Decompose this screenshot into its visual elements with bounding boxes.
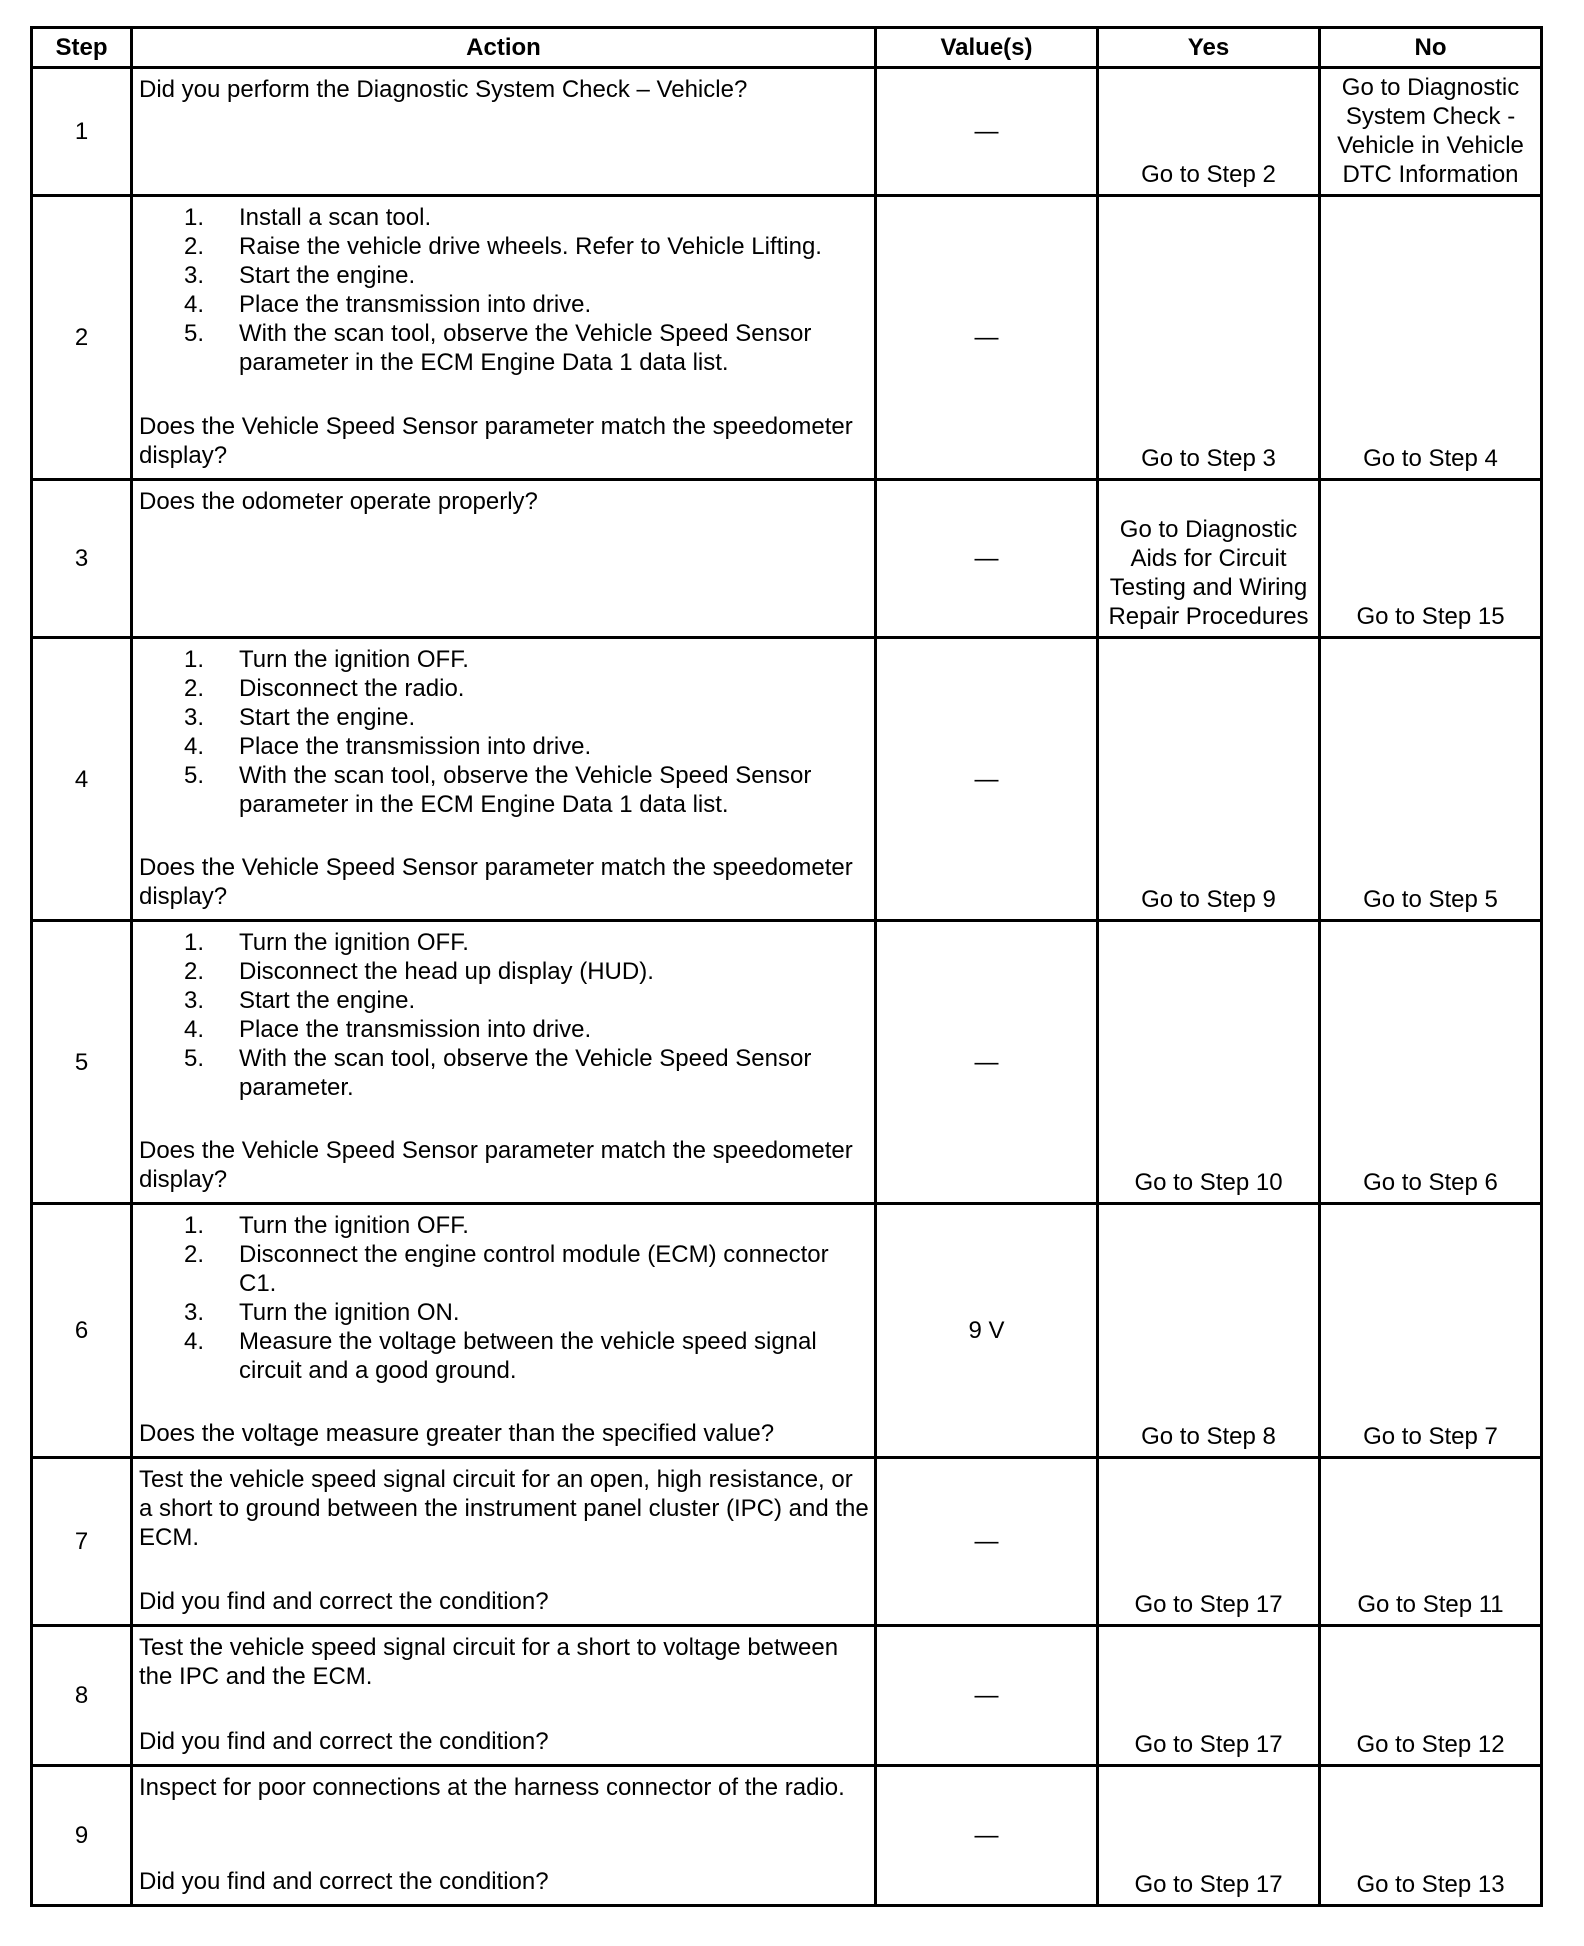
action-question: Did you find and correct the condition? — [139, 1868, 549, 1895]
action-intro: Test the vehicle speed signal circuit for an open, high resistance, or a short to ground between the instrument panel cluster (IPC) and the ECM. — [139, 1466, 869, 1551]
no-outcome: Go to Step 7 — [1320, 1204, 1542, 1458]
action-body — [139, 1465, 869, 1552]
action-step-text: With the scan tool, observe the Vehicle Speed Sensor parameter. — [239, 1045, 812, 1101]
action-step-item — [139, 986, 869, 1015]
action-cell — [132, 1766, 876, 1906]
diagnostic-table — [30, 26, 1543, 1907]
action-content — [139, 75, 869, 186]
no-outcome: Go to Step 4 — [1320, 196, 1542, 480]
action-body — [139, 1773, 869, 1802]
action-question: Does the Vehicle Speed Sensor parameter match the speedometer display? — [139, 854, 853, 910]
action-step-item — [139, 703, 869, 732]
action-step-number: 2. — [184, 1241, 205, 1268]
action-step-item — [139, 732, 869, 761]
step-number: 4 — [32, 638, 132, 921]
action-cell — [132, 196, 876, 480]
action-steps-list — [139, 203, 869, 377]
action-step-number: 4. — [184, 291, 205, 318]
action-cell — [132, 638, 876, 921]
action-intro: Inspect for poor connections at the harness connector of the radio. — [139, 1774, 845, 1801]
action-step-text: Place the transmission into drive. — [239, 1016, 592, 1043]
action-content — [139, 203, 869, 470]
action-step-item — [139, 319, 869, 377]
action-cell — [132, 1458, 876, 1626]
action-body — [139, 928, 869, 1102]
yes-outcome: Go to Step 17 — [1098, 1626, 1320, 1766]
action-body — [139, 75, 869, 104]
action-step-text: Install a scan tool. — [239, 204, 432, 231]
action-step-item — [139, 1327, 869, 1385]
action-step-number: 1. — [184, 204, 205, 231]
action-cell — [132, 1626, 876, 1766]
no-outcome: Go to Step 12 — [1320, 1626, 1542, 1766]
action-step-text: Turn the ignition OFF. — [239, 646, 469, 673]
action-step-number: 3. — [184, 987, 205, 1014]
action-step-item — [139, 957, 869, 986]
action-step-number: 2. — [184, 233, 205, 260]
no-outcome: Go to Step 6 — [1320, 921, 1542, 1204]
table-row — [32, 68, 1542, 196]
action-question: Does the Vehicle Speed Sensor parameter match the speedometer display? — [139, 413, 853, 469]
step-number: 5 — [32, 921, 132, 1204]
yes-outcome: Go to Step 3 — [1098, 196, 1320, 480]
action-step-item — [139, 261, 869, 290]
value-cell: 9 V — [876, 1204, 1098, 1458]
action-step-text: With the scan tool, observe the Vehicle Speed Sensor parameter in the ECM Engine Data 1 data list. — [239, 320, 812, 376]
action-step-item — [139, 1211, 869, 1240]
value-cell: — — [876, 480, 1098, 638]
step-number: 6 — [32, 1204, 132, 1458]
action-step-number: 2. — [184, 675, 205, 702]
action-body — [139, 203, 869, 377]
action-question: Does the Vehicle Speed Sensor parameter match the speedometer display? — [139, 1137, 853, 1193]
header-action: Action — [132, 28, 876, 68]
no-outcome: Go to Step 13 — [1320, 1766, 1542, 1906]
action-intro: Did you perform the Diagnostic System Check – Vehicle? — [139, 76, 748, 103]
action-step-item — [139, 928, 869, 957]
action-question: Did you find and correct the condition? — [139, 1588, 549, 1615]
action-content — [139, 928, 869, 1194]
table-row — [32, 480, 1542, 638]
header-step: Step — [32, 28, 132, 68]
yes-outcome: Go to Step 17 — [1098, 1458, 1320, 1626]
value-cell: — — [876, 1458, 1098, 1626]
action-step-number: 1. — [184, 646, 205, 673]
action-step-item — [139, 1240, 869, 1298]
action-body — [139, 1211, 869, 1385]
action-cell — [132, 1204, 876, 1458]
action-step-number: 3. — [184, 1299, 205, 1326]
table-row — [32, 921, 1542, 1204]
yes-outcome: Go to Step 10 — [1098, 921, 1320, 1204]
action-step-text: Turn the ignition ON. — [239, 1299, 460, 1326]
action-step-text: Turn the ignition OFF. — [239, 929, 469, 956]
action-body — [139, 645, 869, 819]
action-body — [139, 487, 869, 516]
action-step-item — [139, 203, 869, 232]
action-step-number: 4. — [184, 1016, 205, 1043]
action-step-item — [139, 232, 869, 261]
action-steps-list — [139, 1211, 869, 1385]
table-row — [32, 638, 1542, 921]
action-content — [139, 1465, 869, 1616]
table-row — [32, 1458, 1542, 1626]
yes-outcome: Go to Diagnostic Aids for Circuit Testing and Wiring Repair Procedures — [1098, 480, 1320, 638]
action-content — [139, 1633, 869, 1756]
diagnostic-table-container — [30, 26, 1543, 1907]
action-step-number: 5. — [184, 762, 205, 789]
value-cell: — — [876, 1626, 1098, 1766]
action-step-item — [139, 1298, 869, 1327]
action-body — [139, 1633, 869, 1691]
step-number: 8 — [32, 1626, 132, 1766]
table-row — [32, 1626, 1542, 1766]
header-values: Value(s) — [876, 28, 1098, 68]
action-step-item — [139, 1015, 869, 1044]
header-no: No — [1320, 28, 1542, 68]
step-number: 3 — [32, 480, 132, 638]
header-row — [32, 28, 1542, 68]
action-content — [139, 487, 869, 628]
action-step-item — [139, 761, 869, 819]
action-step-number: 2. — [184, 958, 205, 985]
action-step-text: Disconnect the engine control module (ECM) connector C1. — [239, 1241, 829, 1297]
action-step-number: 5. — [184, 1045, 205, 1072]
no-outcome: Go to Diagnostic System Check - Vehicle in Vehicle DTC Information — [1320, 68, 1542, 196]
action-step-item — [139, 674, 869, 703]
value-cell: — — [876, 196, 1098, 480]
yes-outcome: Go to Step 2 — [1098, 68, 1320, 196]
step-number: 2 — [32, 196, 132, 480]
action-cell — [132, 480, 876, 638]
action-step-item — [139, 290, 869, 319]
yes-outcome: Go to Step 9 — [1098, 638, 1320, 921]
action-step-text: Place the transmission into drive. — [239, 291, 592, 318]
action-intro: Does the odometer operate properly? — [139, 488, 538, 515]
action-steps-list — [139, 928, 869, 1102]
action-step-number: 4. — [184, 733, 205, 760]
action-step-number: 1. — [184, 929, 205, 956]
value-cell: — — [876, 921, 1098, 1204]
action-step-text: Turn the ignition OFF. — [239, 1212, 469, 1239]
table-row — [32, 196, 1542, 480]
action-step-text: Measure the voltage between the vehicle speed signal circuit and a good ground. — [239, 1328, 817, 1384]
action-step-text: Start the engine. — [239, 704, 416, 731]
action-step-text: Disconnect the head up display (HUD). — [239, 958, 654, 985]
table-row — [32, 1766, 1542, 1906]
action-step-text: Raise the vehicle drive wheels. Refer to Vehicle Lifting. — [239, 233, 822, 260]
value-cell: — — [876, 638, 1098, 921]
no-outcome: Go to Step 5 — [1320, 638, 1542, 921]
action-step-number: 3. — [184, 704, 205, 731]
yes-outcome: Go to Step 8 — [1098, 1204, 1320, 1458]
step-number: 9 — [32, 1766, 132, 1906]
action-step-item — [139, 645, 869, 674]
action-step-number: 4. — [184, 1328, 205, 1355]
action-step-text: With the scan tool, observe the Vehicle Speed Sensor parameter in the ECM Engine Data 1 data list. — [239, 762, 812, 818]
action-intro: Test the vehicle speed signal circuit for a short to voltage between the IPC and the ECM. — [139, 1634, 839, 1690]
table-row — [32, 1204, 1542, 1458]
step-number: 1 — [32, 68, 132, 196]
yes-outcome: Go to Step 17 — [1098, 1766, 1320, 1906]
step-number: 7 — [32, 1458, 132, 1626]
action-content — [139, 1773, 869, 1896]
action-question: Did you find and correct the condition? — [139, 1728, 549, 1755]
action-cell — [132, 921, 876, 1204]
action-content — [139, 645, 869, 911]
action-step-text: Start the engine. — [239, 987, 416, 1014]
action-step-number: 5. — [184, 320, 205, 347]
action-step-number: 3. — [184, 262, 205, 289]
no-outcome: Go to Step 11 — [1320, 1458, 1542, 1626]
action-step-item — [139, 1044, 869, 1102]
action-cell — [132, 68, 876, 196]
value-cell: — — [876, 1766, 1098, 1906]
action-content — [139, 1211, 869, 1448]
no-outcome: Go to Step 15 — [1320, 480, 1542, 638]
action-step-text: Disconnect the radio. — [239, 675, 465, 702]
action-step-text: Place the transmission into drive. — [239, 733, 592, 760]
action-step-text: Start the engine. — [239, 262, 416, 289]
header-yes: Yes — [1098, 28, 1320, 68]
action-step-number: 1. — [184, 1212, 205, 1239]
value-cell: — — [876, 68, 1098, 196]
action-steps-list — [139, 645, 869, 819]
action-question: Does the voltage measure greater than the specified value? — [139, 1420, 775, 1447]
